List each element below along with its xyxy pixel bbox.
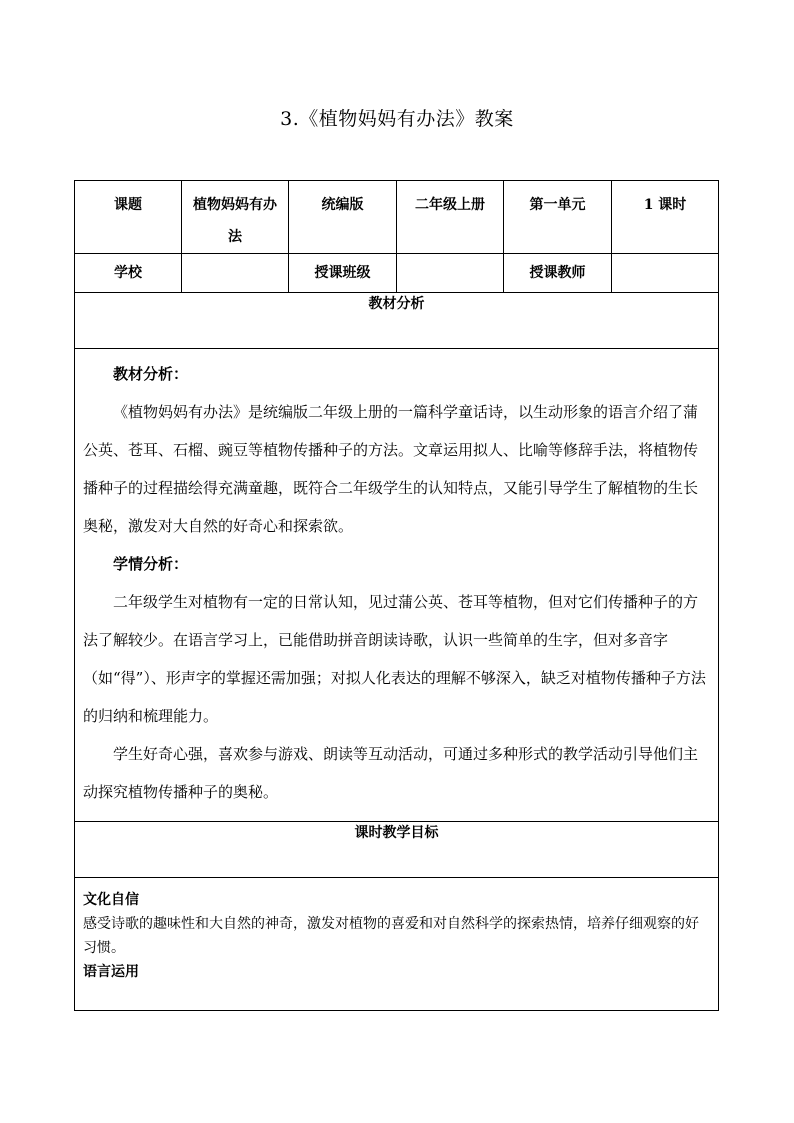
textbook-analysis-paragraph: 《植物妈妈有办法》是统编版二年级上册的一篇科学童话诗，以生动形象的语言介绍了蒲公英、苍耳、石榴、豌豆等植物传播种子的方法。文章运用拟人、比喻等修辞手法，将植物传播种子的过程描绘得充满童趣，既符合二年级学生的认知特点，又能引导学生了解植物的生长奥秘，激发对大自然的好奇心和探索欲。 xyxy=(83,403,699,535)
teaching-goals-heading: 课时教学目标 xyxy=(75,822,719,878)
school-info-row xyxy=(75,254,719,293)
topic-value: 植物妈妈有办法 xyxy=(193,197,277,245)
lesson-plan-table xyxy=(74,180,719,1011)
student-analysis-subheading: 学情分析： xyxy=(113,555,189,573)
cultural-confidence-subheading: 文化自信 xyxy=(83,892,139,908)
textbook-analysis-heading-row xyxy=(75,293,719,349)
grade-label: 二年级上册 xyxy=(415,197,485,213)
unit-label: 第一单元 xyxy=(529,197,586,213)
class-label: 授课班级 xyxy=(314,265,371,281)
language-use-subheading: 语言运用 xyxy=(83,964,139,980)
teaching-goals-content xyxy=(75,878,718,1010)
textbook-analysis-row xyxy=(75,349,719,822)
student-interest-paragraph: 学生好奇心强，喜欢参与游戏、朗读等互动活动，可通过多种形式的教学活动引导他们主动探究植物传播种子的奥秘。 xyxy=(83,745,699,801)
edition-label: 统编版 xyxy=(321,197,364,213)
textbook-analysis-heading: 教材分析 xyxy=(75,293,719,349)
student-analysis-paragraph: 二年级学生对植物有一定的日常认知，见过蒲公英、苍耳等植物，但对它们传播种子的方法了解较少。在语言学习上，已能借助拼音朗读诗歌，认识一些简单的生字，但对多音字（如“得”）、形声字的掌握还需加强；对拟人化表达的理解不够深入，缺乏对植物传播种子方法的归纳和梳理能力。 xyxy=(83,593,706,725)
period-label: 1 课时 xyxy=(643,197,687,213)
teaching-goals-row xyxy=(75,878,719,1011)
teacher-value xyxy=(612,254,718,263)
teaching-goals-heading-row xyxy=(75,822,719,878)
teacher-label: 授课教师 xyxy=(529,265,586,281)
course-info-row xyxy=(75,181,719,254)
topic-label: 课题 xyxy=(114,197,142,213)
cultural-confidence-paragraph: 感受诗歌的趣味性和大自然的神奇，激发对植物的喜爱和对自然科学的探索热情，培养仔细观察的好习惯。 xyxy=(83,916,699,956)
school-value xyxy=(182,254,288,263)
textbook-analysis-content xyxy=(75,349,718,821)
class-value xyxy=(397,254,503,263)
document-title: 3.《植物妈妈有办法》教案 xyxy=(280,108,514,130)
school-label: 学校 xyxy=(114,265,142,281)
textbook-analysis-subheading: 教材分析： xyxy=(113,365,189,383)
